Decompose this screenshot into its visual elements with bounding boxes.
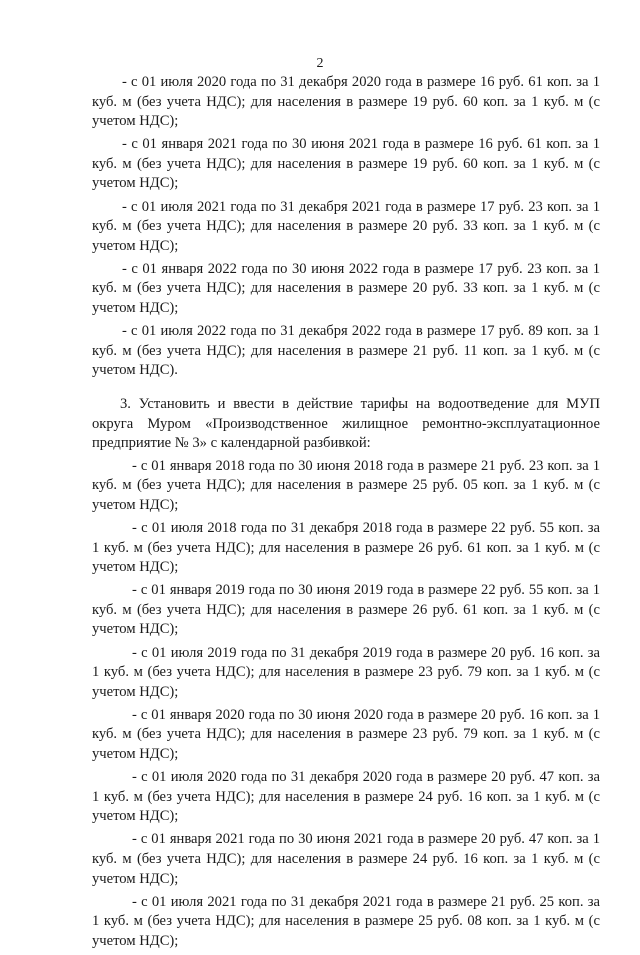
sewerage-tariff-item: - с 01 июля 2021 года по 31 декабря 2021 года в размере 21 руб. 25 коп. за 1 куб. м (без учета НДС); для населения в размере 25 руб. 08 коп. за 1 куб. м (с учетом НДС); [92, 893, 600, 949]
sewerage-tariff-item: - с 01 января 2020 года по 30 июня 2020 года в размере 20 руб. 16 коп. за 1 куб. м (без учета НДС); для населения в размере 23 руб. 79 коп. за 1 куб. м (с учетом НДС); [92, 706, 600, 762]
sewerage-tariff-item: - с 01 января 2018 года по 30 июня 2018 года в размере 21 руб. 23 коп. за 1 куб. м (без учета НДС); для населения в размере 25 руб. 05 коп. за 1 куб. м (с учетом НДС); [92, 457, 600, 513]
tariff-item: - с 01 июля 2021 года по 31 декабря 2021 года в размере 17 руб. 23 коп. за 1 куб. м (без учета НДС); для населения в размере 20 руб. 33 коп. за 1 куб. м (с учетом НДС); [92, 198, 600, 254]
section-3-heading: 3. Установить и ввести в действие тарифы на водоотведение для МУП округа Муром «Производственное жилищное ремонтно-эксплуатационное предприятие № 3» с календарной разбивкой: [92, 395, 600, 452]
sewerage-tariff-item: - с 01 июля 2020 года по 31 декабря 2020 года в размере 20 руб. 47 коп. за 1 куб. м (без учета НДС); для населения в размере 24 руб. 16 коп. за 1 куб. м (с учетом НДС); [92, 769, 600, 825]
sewerage-tariff-item: - с 01 января 2019 года по 30 июня 2019 года в размере 22 руб. 55 коп. за 1 куб. м (без учета НДС); для населения в размере 26 руб. 61 коп. за 1 куб. м (с учетом НДС); [92, 582, 600, 638]
tariff-item: - с 01 июля 2020 года по 31 декабря 2020 года в размере 16 руб. 61 коп. за 1 куб. м (без учета НДС); для населения в размере 19 руб. 60 коп. за 1 куб. м (с учетом НДС); [92, 74, 600, 130]
tariff-item: - с 01 января 2021 года по 30 июня 2021 года в размере 16 руб. 61 коп. за 1 куб. м (без учета НДС); для населения в размере 19 руб. 60 коп. за 1 куб. м (с учетом НДС); [92, 136, 600, 192]
sewerage-tariff-item: - с 01 января 2021 года по 30 июня 2021 года в размере 20 руб. 47 коп. за 1 куб. м (без учета НДС); для населения в размере 24 руб. 16 коп. за 1 куб. м (с учетом НДС); [92, 831, 600, 887]
tariff-item: - с 01 июля 2022 года по 31 декабря 2022 года в размере 17 руб. 89 коп. за 1 куб. м (без учета НДС); для населения в размере 21 руб. 11 коп. за 1 куб. м (с учетом НДС). [92, 323, 600, 379]
page-number: 2 [316, 56, 324, 71]
sewerage-tariff-item: - с 01 июля 2018 года по 31 декабря 2018 года в размере 22 руб. 55 коп. за 1 куб. м (без учета НДС); для населения в размере 26 руб. 61 коп. за 1 куб. м (с учетом НДС); [92, 519, 600, 576]
tariff-item: - с 01 января 2022 года по 30 июня 2022 года в размере 17 руб. 23 коп. за 1 куб. м (без учета НДС); для населения в размере 20 руб. 33 коп. за 1 куб. м (с учетом НДС); [92, 260, 600, 317]
sewerage-tariff-item: - с 01 июля 2019 года по 31 декабря 2019 года в размере 20 руб. 16 коп. за 1 куб. м (без учета НДС); для населения в размере 23 руб. 79 коп. за 1 куб. м (с учетом НДС); [92, 644, 600, 700]
document-body [92, 73, 600, 955]
